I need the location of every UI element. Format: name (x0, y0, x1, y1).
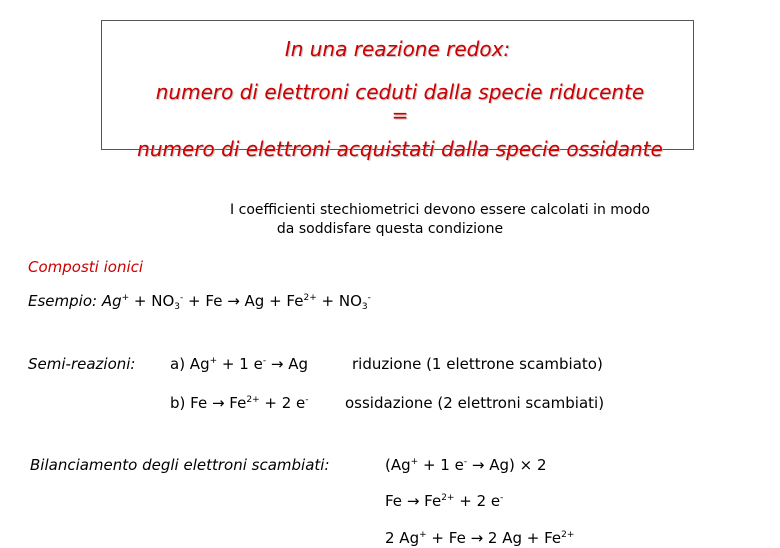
subscript: 3 (361, 302, 368, 312)
balancing-label: Bilanciamento degli elettroni scambiati: (30, 456, 330, 474)
half-reaction-a-description: riduzione (1 elettrone scambiato) (352, 355, 603, 373)
arrow-icon: → (406, 492, 420, 510)
charge: - (500, 493, 504, 503)
term: + NO (316, 292, 362, 310)
balanced-equation-2 (385, 491, 503, 511)
term: + 1 e (418, 456, 464, 474)
charge: - (367, 293, 371, 303)
charge: - (180, 293, 184, 303)
box-title: In una reazione redox: (284, 37, 511, 61)
subscript: 3 (174, 302, 181, 312)
term: + 1 e (217, 355, 263, 373)
term: b) Fe (170, 394, 212, 412)
charge: + (419, 530, 427, 540)
box-line-oxidizer: numero di elettroni acquistati dalla specie ossidante (137, 137, 663, 161)
term: + NO (129, 292, 175, 310)
charge: - (463, 457, 468, 467)
charge: + (410, 457, 419, 467)
arrow-icon: → (227, 292, 240, 310)
box-equals: = (391, 103, 409, 127)
balanced-equation-3 (385, 528, 574, 548)
term: + 2 e (454, 492, 501, 510)
arrow-icon: → (211, 394, 225, 412)
term: 2 Ag (385, 529, 420, 547)
condition-line-1: I coefficienti stechiometrici devono essere calcolati in modo (230, 202, 650, 218)
example-label: Esempio: Ag (28, 292, 122, 310)
charge: 2+ (303, 293, 317, 303)
arrow-icon: → (470, 529, 484, 547)
charge: + (209, 356, 218, 366)
term: Ag + Fe (239, 292, 304, 310)
half-reaction-b-description: ossidazione (2 elettroni scambiati) (345, 394, 605, 412)
arrow-icon: → (270, 355, 284, 373)
half-reaction-a (170, 354, 308, 374)
charge: 2+ (441, 493, 455, 503)
example-equation (28, 291, 371, 311)
term: Ag) (484, 456, 520, 474)
term: + 2 e (259, 394, 306, 412)
charge: + (121, 293, 130, 303)
term: + Fe (426, 529, 471, 547)
term: Fe (419, 492, 442, 510)
semi-reactions-label: Semi-reazioni: (28, 355, 136, 373)
term: Fe (385, 492, 407, 510)
charge: 2+ (246, 395, 260, 405)
condition-line-2: da soddisfare questa condizione (276, 221, 504, 237)
term: 2 (532, 456, 547, 474)
term: Ag (283, 355, 308, 373)
charge: - (262, 356, 267, 366)
charge: 2+ (561, 530, 575, 540)
term: Fe (224, 394, 247, 412)
box-line-reducer: numero di elettroni ceduti dalla specie riducente (155, 80, 645, 104)
arrow-icon: → (471, 456, 485, 474)
section-title: Composti ionici (28, 258, 144, 276)
times-icon: × (519, 456, 533, 474)
term: (Ag (385, 456, 411, 474)
half-reaction-b (170, 393, 309, 413)
balanced-equation-1 (385, 455, 547, 475)
term: 2 Ag + Fe (483, 529, 562, 547)
term: + Fe (183, 292, 228, 310)
term: a) Ag (170, 355, 210, 373)
charge: - (305, 395, 309, 405)
